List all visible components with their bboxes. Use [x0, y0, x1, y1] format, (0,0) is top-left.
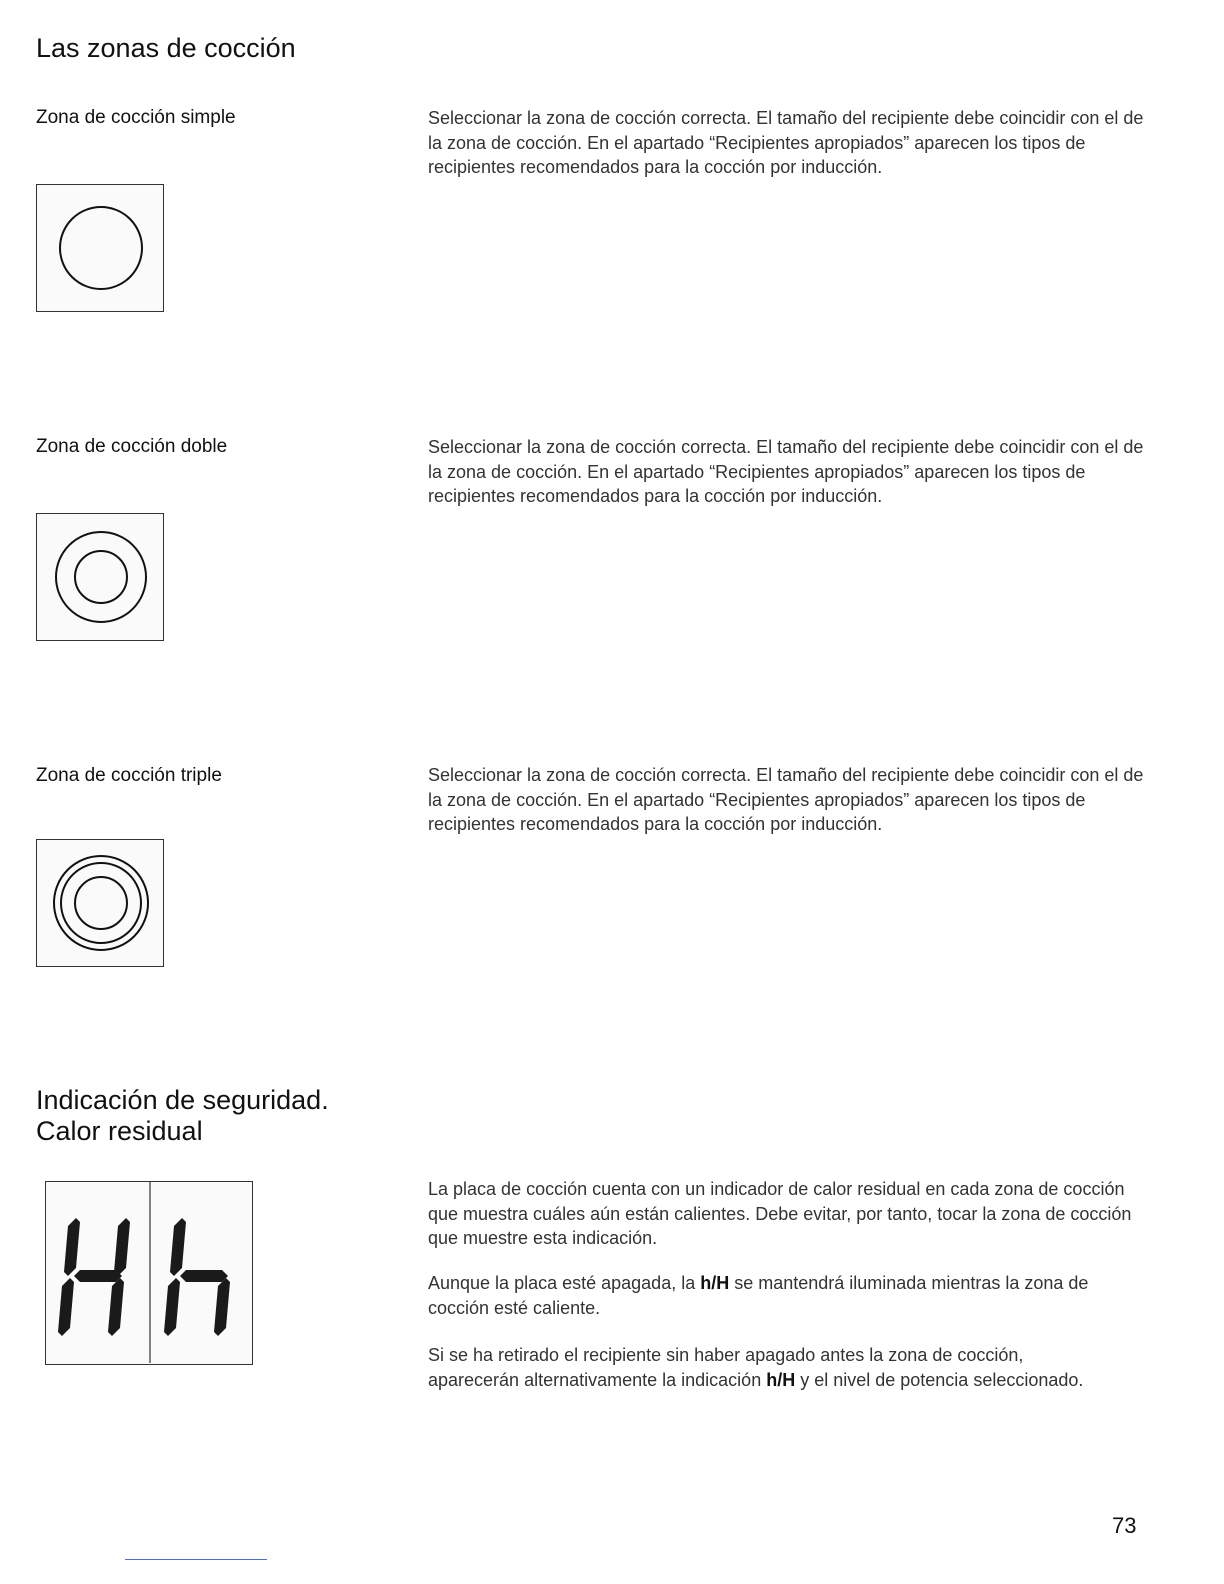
para3-text-before: aparecerán alternativamente la indicación: [428, 1369, 767, 1390]
safety-title-line2: Calor residual: [36, 1116, 203, 1146]
residual-heat-display-icon: [45, 1181, 253, 1365]
residual-heat-symbol: h/H: [700, 1273, 730, 1293]
para3-text-after: y el nivel de potencia seleccionado.: [795, 1369, 1084, 1390]
triple-ring-icon: [36, 839, 164, 967]
zone-triple-label: Zona de cocción triple: [36, 765, 222, 786]
para3-line-2: [428, 1368, 1168, 1393]
zone-double-description: Seleccionar la zona de cocción correcta. El tamaño del recipiente debe coincidir con el de la zona de cocción. En el apartado “Recipientes apropiados” aparecen los tipos de recipientes recomendados para la cocción por inducción.: [428, 437, 1144, 506]
double-ring-icon: [36, 513, 164, 641]
para3-line-1: Si se ha retirado el recipiente sin haber apagado antes la zona de cocción,: [428, 1345, 1024, 1365]
zone-triple-description: Seleccionar la zona de cocción correcta. El tamaño del recipiente debe coincidir con el de la zona de cocción. En el apartado “Recipientes apropiados” aparecen los tipos de recipientes recomendados para la cocción por inducción.: [428, 765, 1144, 834]
zone-simple-label: Zona de cocción simple: [36, 107, 236, 128]
page-title: Las zonas de cocción: [36, 33, 296, 63]
safety-paragraph-3: [428, 1343, 1168, 1392]
safety-heading: [36, 1085, 329, 1147]
safety-paragraph-2: [428, 1271, 1148, 1320]
page-number: 73: [1112, 1513, 1137, 1538]
zone-simple-description: Seleccionar la zona de cocción correcta. El tamaño del recipiente debe coincidir con el de la zona de cocción. En el apartado “Recipientes apropiados” aparecen los tipos de recipientes recomendados para la cocción por inducción.: [428, 108, 1144, 177]
residual-heat-symbol: h/H: [766, 1369, 796, 1390]
safety-title-line1: Indicación de seguridad.: [36, 1085, 329, 1115]
zone-double-label: Zona de cocción doble: [36, 436, 228, 457]
safety-paragraph-1: La placa de cocción cuenta con un indicador de calor residual en cada zona de cocción que muestra cuáles aún están calientes. Debe evitar, por tanto, tocar la zona de cocción que muestre esta indicación.: [428, 1179, 1132, 1248]
single-ring-icon: [36, 184, 164, 312]
footer-rule: [125, 1559, 267, 1560]
para2-text-after: se mantendrá iluminada mientras la zona de cocción esté caliente.: [428, 1273, 1089, 1318]
para2-text-before: Aunque la placa esté apagada, la: [428, 1273, 701, 1293]
